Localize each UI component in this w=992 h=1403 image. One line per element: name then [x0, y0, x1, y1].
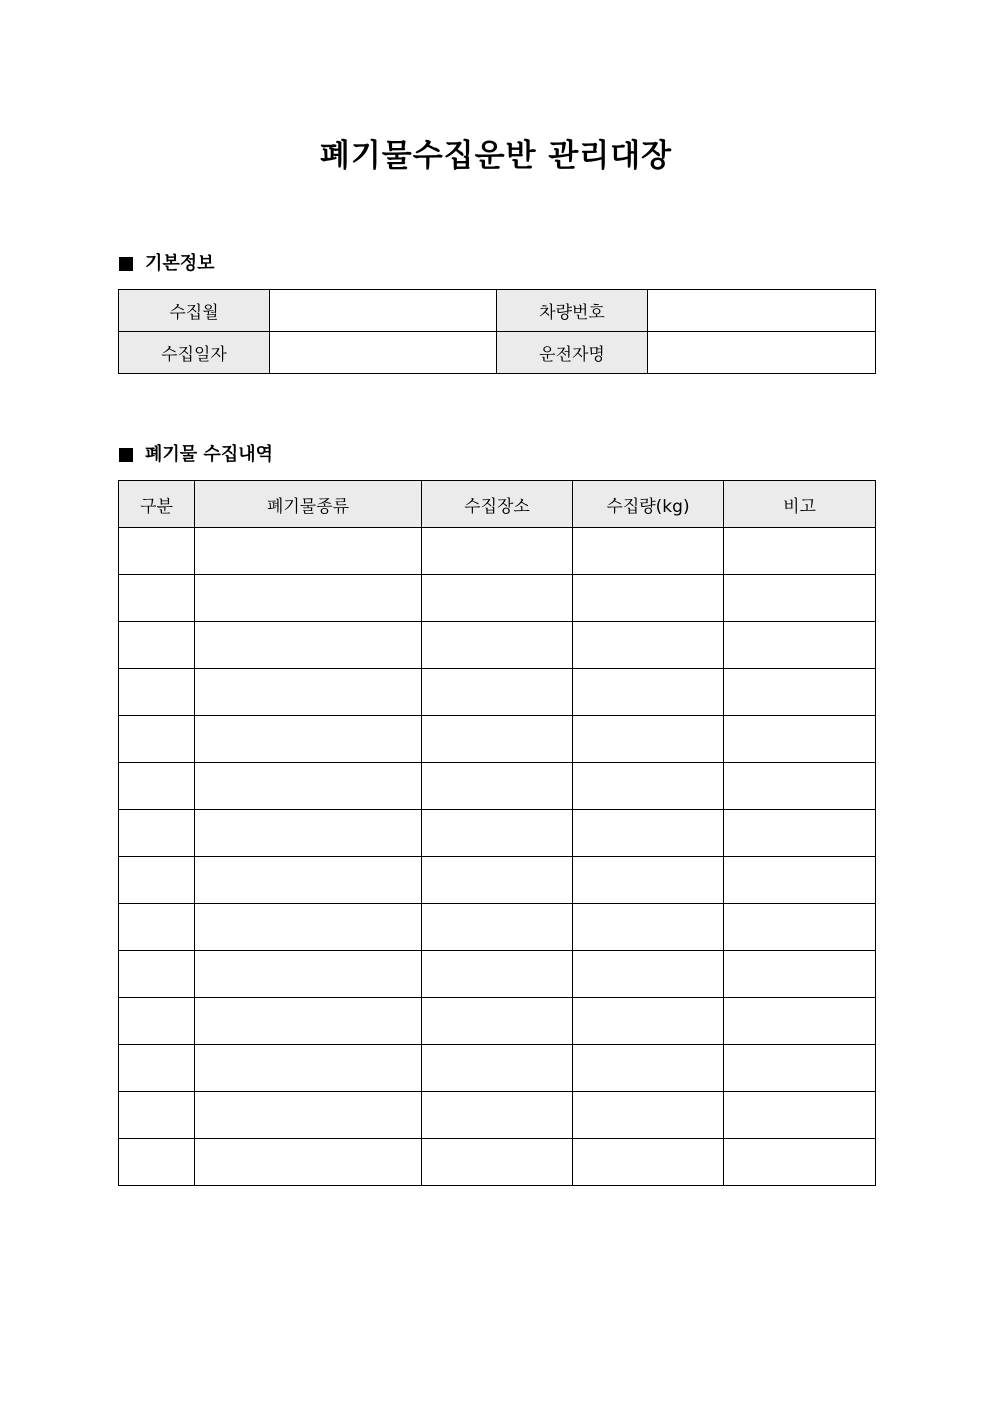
remarks-cell[interactable] — [724, 998, 876, 1045]
collection-amount-cell[interactable] — [573, 716, 724, 763]
waste-type-cell[interactable] — [195, 857, 422, 904]
collection-amount-cell[interactable] — [573, 1139, 724, 1186]
waste-type-cell[interactable] — [195, 669, 422, 716]
category-cell[interactable] — [119, 904, 195, 951]
waste-type-cell[interactable] — [195, 951, 422, 998]
table-row — [119, 622, 876, 669]
table-row — [119, 575, 876, 622]
table-row — [119, 951, 876, 998]
category-cell[interactable] — [119, 622, 195, 669]
remarks-cell[interactable] — [724, 810, 876, 857]
collection-amount-cell[interactable] — [573, 763, 724, 810]
waste-type-cell[interactable] — [195, 1139, 422, 1186]
vehicle-number-field[interactable] — [648, 290, 876, 332]
section-heading-collection-records — [119, 442, 273, 468]
collection-amount-cell[interactable] — [573, 857, 724, 904]
category-cell[interactable] — [119, 669, 195, 716]
basic-info-table — [118, 289, 876, 374]
remarks-cell[interactable] — [724, 528, 876, 575]
collection-date-label: 수집일자 — [119, 332, 270, 374]
table-row — [119, 528, 876, 575]
table-row — [119, 1139, 876, 1186]
column-header-collection-amount: 수집량(kg) — [573, 481, 724, 528]
waste-type-cell[interactable] — [195, 904, 422, 951]
collection-amount-cell[interactable] — [573, 1045, 724, 1092]
category-cell[interactable] — [119, 857, 195, 904]
table-row — [119, 904, 876, 951]
remarks-cell[interactable] — [724, 763, 876, 810]
waste-type-cell[interactable] — [195, 1092, 422, 1139]
driver-name-field[interactable] — [648, 332, 876, 374]
category-cell[interactable] — [119, 575, 195, 622]
collection-location-cell[interactable] — [422, 951, 573, 998]
collection-amount-cell[interactable] — [573, 904, 724, 951]
category-cell[interactable] — [119, 1092, 195, 1139]
table-header-row — [119, 481, 876, 528]
collection-location-cell[interactable] — [422, 904, 573, 951]
collection-month-field[interactable] — [270, 290, 497, 332]
collection-amount-cell[interactable] — [573, 1092, 724, 1139]
category-cell[interactable] — [119, 763, 195, 810]
remarks-cell[interactable] — [724, 622, 876, 669]
remarks-cell[interactable] — [724, 951, 876, 998]
remarks-cell[interactable] — [724, 1045, 876, 1092]
collection-location-cell[interactable] — [422, 857, 573, 904]
table-row — [119, 810, 876, 857]
collection-location-cell[interactable] — [422, 810, 573, 857]
vehicle-number-label: 차량번호 — [497, 290, 648, 332]
document-title: 폐기물수집운반 관리대장 — [319, 138, 673, 174]
table-row — [119, 998, 876, 1045]
table-row — [119, 1045, 876, 1092]
table-row — [119, 763, 876, 810]
collection-date-field[interactable] — [270, 332, 497, 374]
collection-amount-cell[interactable] — [573, 575, 724, 622]
collection-location-cell[interactable] — [422, 669, 573, 716]
square-bullet-icon — [119, 448, 133, 462]
waste-type-cell[interactable] — [195, 528, 422, 575]
collection-location-cell[interactable] — [422, 1092, 573, 1139]
waste-type-cell[interactable] — [195, 622, 422, 669]
collection-month-label: 수집월 — [119, 290, 270, 332]
waste-type-cell[interactable] — [195, 810, 422, 857]
collection-amount-cell[interactable] — [573, 998, 724, 1045]
column-header-remarks: 비고 — [724, 481, 876, 528]
category-cell[interactable] — [119, 998, 195, 1045]
waste-type-cell[interactable] — [195, 716, 422, 763]
square-bullet-icon — [119, 257, 133, 271]
collection-amount-cell[interactable] — [573, 669, 724, 716]
category-cell[interactable] — [119, 1045, 195, 1092]
collection-location-cell[interactable] — [422, 1045, 573, 1092]
category-cell[interactable] — [119, 528, 195, 575]
collection-records-table — [118, 480, 876, 1186]
remarks-cell[interactable] — [724, 857, 876, 904]
table-row — [119, 1092, 876, 1139]
records-body — [119, 528, 876, 1186]
collection-location-cell[interactable] — [422, 998, 573, 1045]
category-cell[interactable] — [119, 1139, 195, 1186]
column-header-collection-location: 수집장소 — [422, 481, 573, 528]
driver-name-label: 운전자명 — [497, 332, 648, 374]
column-header-waste-type: 폐기물종류 — [195, 481, 422, 528]
collection-amount-cell[interactable] — [573, 810, 724, 857]
category-cell[interactable] — [119, 810, 195, 857]
collection-location-cell[interactable] — [422, 1139, 573, 1186]
column-header-category: 구분 — [119, 481, 195, 528]
collection-location-cell[interactable] — [422, 575, 573, 622]
table-row — [119, 716, 876, 763]
section-heading-basic-info — [119, 251, 215, 277]
category-cell[interactable] — [119, 951, 195, 998]
remarks-cell[interactable] — [724, 1139, 876, 1186]
waste-type-cell[interactable] — [195, 763, 422, 810]
table-row — [119, 857, 876, 904]
category-cell[interactable] — [119, 716, 195, 763]
section-heading-label: 폐기물 수집내역 — [145, 444, 273, 465]
remarks-cell[interactable] — [724, 669, 876, 716]
waste-type-cell[interactable] — [195, 1045, 422, 1092]
collection-amount-cell[interactable] — [573, 951, 724, 998]
waste-type-cell[interactable] — [195, 575, 422, 622]
remarks-cell[interactable] — [724, 904, 876, 951]
remarks-cell[interactable] — [724, 1092, 876, 1139]
collection-amount-cell[interactable] — [573, 622, 724, 669]
collection-location-cell[interactable] — [422, 622, 573, 669]
collection-location-cell[interactable] — [422, 528, 573, 575]
basic-info-row — [119, 332, 876, 374]
section-heading-label: 기본정보 — [145, 253, 215, 274]
remarks-cell[interactable] — [724, 716, 876, 763]
collection-amount-cell[interactable] — [573, 528, 724, 575]
collection-location-cell[interactable] — [422, 716, 573, 763]
remarks-cell[interactable] — [724, 575, 876, 622]
basic-info-row — [119, 290, 876, 332]
table-row — [119, 669, 876, 716]
waste-type-cell[interactable] — [195, 998, 422, 1045]
collection-location-cell[interactable] — [422, 763, 573, 810]
